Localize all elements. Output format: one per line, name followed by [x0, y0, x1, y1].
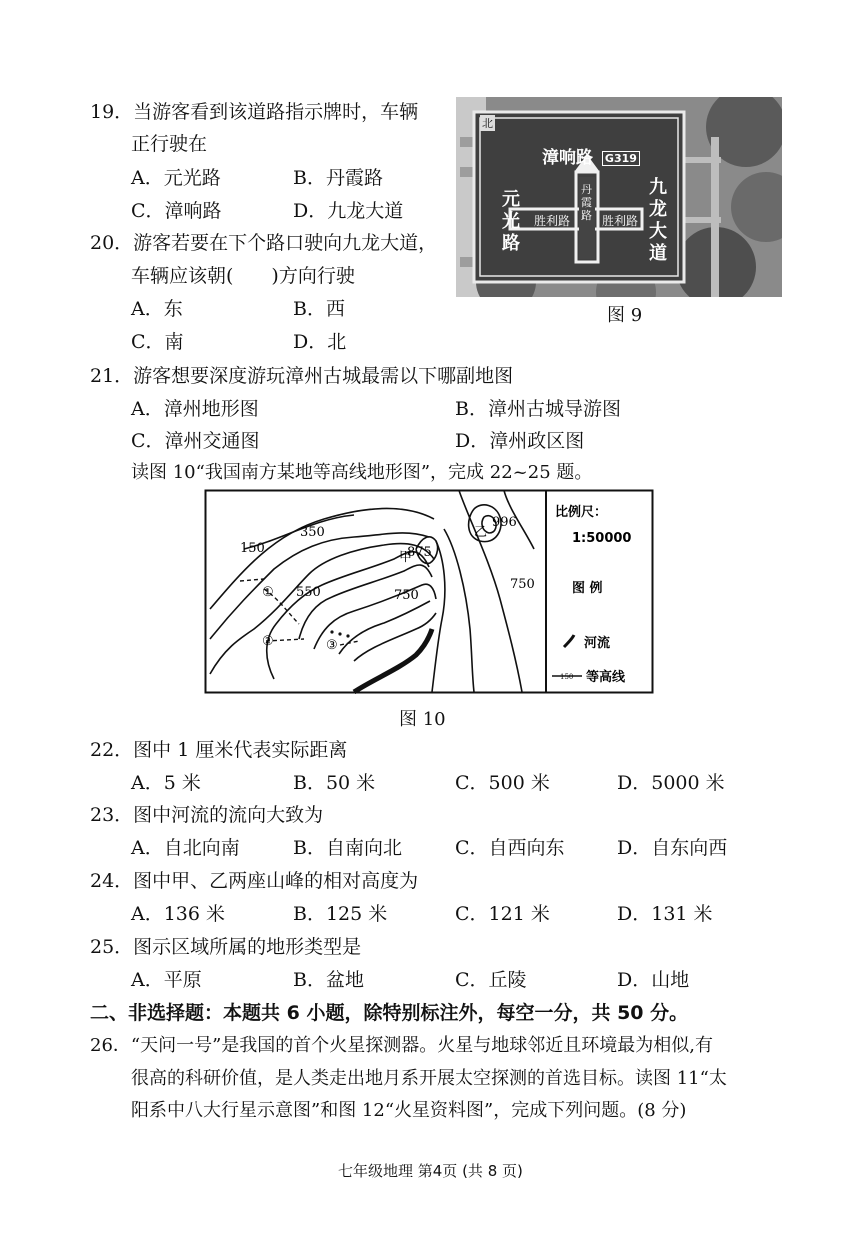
q23-option-c: C．自西向东	[455, 837, 565, 859]
peak-jia-label: 甲	[399, 550, 413, 565]
sign-road-right: 九龙大道	[649, 177, 667, 264]
contour-label-750-west: 750	[394, 588, 419, 603]
q24-stem: 24．图中甲、乙两座山峰的相对高度为	[90, 870, 419, 892]
q21-option-d: D．漳州政区图	[455, 430, 585, 452]
q21-stem: 21．游客想要深度游玩漳州古城最需以下哪副地图	[90, 365, 514, 387]
q21-option-c: C．漳州交通图	[131, 430, 260, 452]
q23-option-b: B．自南向北	[293, 837, 402, 859]
q26-line3: 阳系中八大行星示意图”和图 12“火星资料图”，完成下列问题。(8 分)	[131, 1100, 687, 1121]
q22-option-c: C．500 米	[455, 772, 550, 794]
point-2-label: ②	[262, 634, 274, 649]
q24-option-d: D．131 米	[617, 903, 713, 925]
q22-stem: 22．图中 1 厘米代表实际距离	[90, 739, 348, 761]
sign-road-left: 元光路	[502, 189, 520, 254]
scale-value: 1:50000	[572, 531, 632, 546]
q21-option-a: A．漳州地形图	[131, 398, 259, 420]
q20-option-d: D．北	[293, 331, 347, 353]
figure-9-road-sign-photo	[456, 97, 782, 297]
q20-option-c: C．南	[131, 331, 184, 353]
q25-option-c: C．丘陵	[455, 969, 527, 991]
page-footer: 七年级地理 第4页 (共 8 页)	[338, 1162, 523, 1180]
contour-label-550: 550	[296, 585, 321, 600]
point-1-label: ①	[262, 585, 274, 600]
contour-label-750-east: 750	[510, 577, 535, 592]
q20-option-b: B．西	[293, 298, 345, 320]
contour-label-996: 996	[492, 515, 517, 530]
q23-option-d: D．自东向西	[617, 837, 728, 859]
q23-stem: 23．图中河流的流向大致为	[90, 804, 324, 826]
q19-option-c: C．漳响路	[131, 200, 222, 222]
q22-option-d: D．5000 米	[617, 772, 725, 794]
sign-road-center: 丹霞路	[581, 183, 592, 222]
contour-label-350: 350	[300, 525, 325, 540]
q25-option-b: B．盆地	[293, 969, 364, 991]
legend-river-label: 河流	[584, 636, 611, 651]
peak-yi-label: 乙	[474, 525, 488, 540]
legend-contour-label: 等高线	[586, 670, 626, 685]
sign-road-mid-left: 胜利路	[534, 214, 571, 228]
scale-label: 比例尺：	[555, 505, 608, 520]
q21-option-b: B．漳州古城导游图	[455, 398, 621, 420]
sign-road-top-name: 漳响路	[542, 148, 593, 168]
q20-stem-line2: 车辆应该朝( )方向行驶	[131, 265, 355, 287]
point-3-label: ③	[326, 638, 338, 653]
figure-10-contour-map	[204, 489, 654, 694]
contour-map-drawing	[204, 489, 654, 694]
q26-line1: 26．“天问一号”是我国的首个火星探测器。火星与地球邻近且环境最为相似,有	[90, 1035, 714, 1056]
q20-stem-line1: 20．游客若要在下个路口驶向九龙大道，	[90, 232, 438, 254]
q23-option-a: A．自北向南	[131, 837, 240, 859]
q25-stem: 25．图示区域所属的地形类型是	[90, 936, 362, 958]
legend-contour-value: 150	[560, 673, 574, 681]
q24-option-b: B．125 米	[293, 903, 388, 925]
sign-road-mid-right: 胜利路	[602, 214, 639, 228]
q26-line2: 很高的科研价值，是人类走出地月系开展太空探测的首选目标。读图 11“太	[131, 1068, 727, 1089]
q22-option-b: B．50 米	[293, 772, 376, 794]
q19-stem-line1: 19．当游客看到该道路指示牌时，车辆	[90, 101, 419, 123]
q22-option-a: A．5 米	[131, 772, 201, 794]
q24-option-c: C．121 米	[455, 903, 550, 925]
section-2-heading: 二、非选择题：本题共 6 小题，除特别标注外，每空一分，共 50 分。	[90, 1002, 689, 1024]
q19-option-a: A．元光路	[131, 167, 221, 189]
contour-label-150: 150	[240, 541, 265, 556]
q19-option-b: B．丹霞路	[293, 167, 383, 189]
figure-10-caption: 图 10	[399, 709, 446, 730]
fig10-intro: 读图 10“我国南方某地等高线地形图”，完成 22~25 题。	[131, 462, 593, 483]
contour-label-875: 875	[407, 545, 432, 560]
q25-option-a: A．平原	[131, 969, 202, 991]
sign-north-mark: 北	[482, 117, 493, 130]
q19-option-d: D．九龙大道	[293, 200, 404, 222]
sign-road-code: G319	[602, 151, 640, 166]
sign-road-top	[542, 143, 640, 168]
legend-title: 图 例	[572, 581, 603, 596]
q24-option-a: A．136 米	[131, 903, 226, 925]
q19-stem-line2: 正行驶在	[131, 133, 208, 155]
q20-option-a: A．东	[131, 298, 183, 320]
figure-9-caption: 图 9	[607, 305, 643, 326]
q25-option-d: D．山地	[617, 969, 690, 991]
